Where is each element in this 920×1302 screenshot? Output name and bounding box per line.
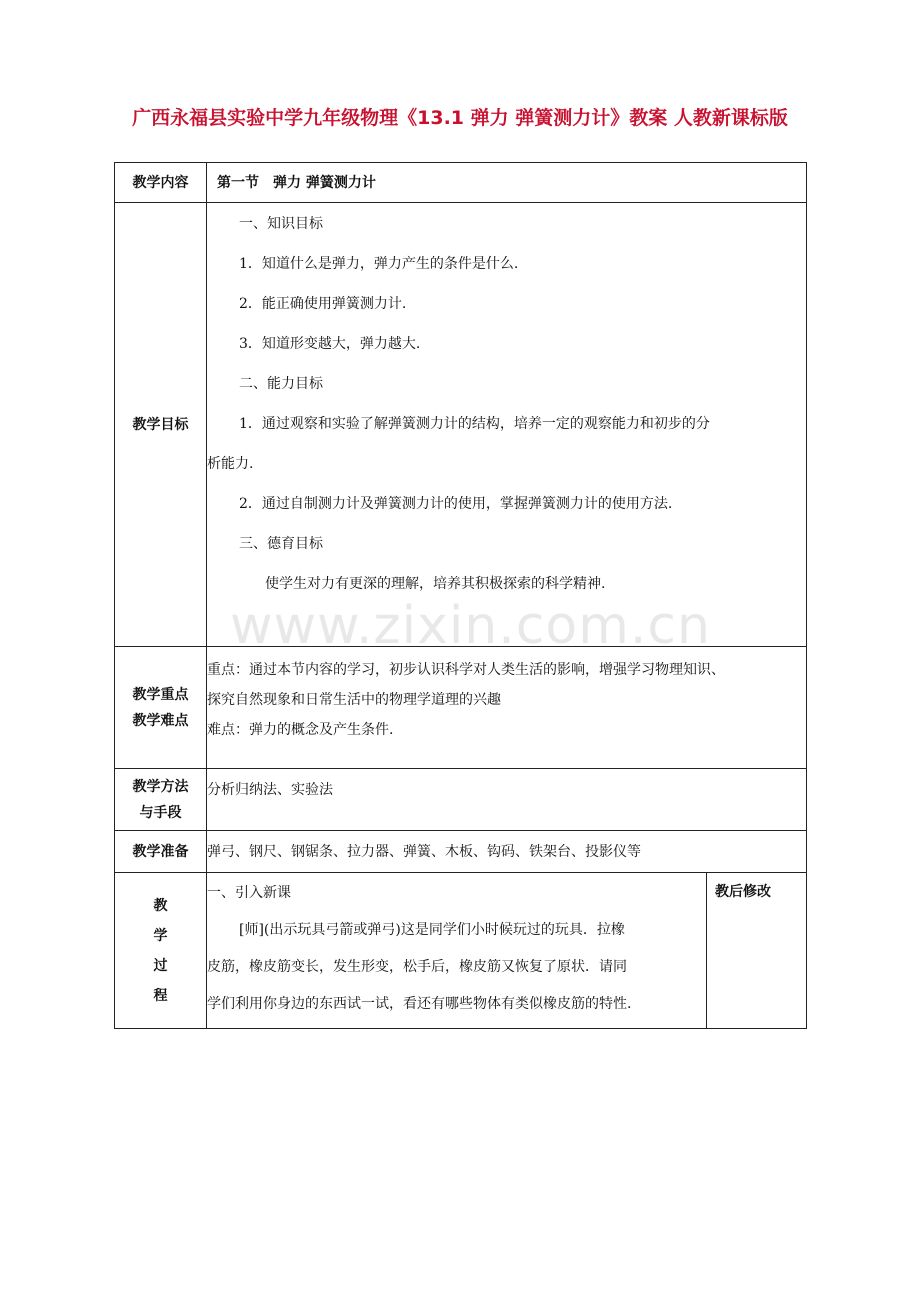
goals-line: 2．通过自制测力计及弹簧测力计的使用，掌握弹簧测力计的使用方法. [239,496,673,512]
method-value: 分析归纳法、实验法 [207,782,333,798]
lesson-plan-table [114,162,807,1029]
label-process-char: 教 [153,897,168,914]
goals-line: 3．知道形变越大，弹力越大. [239,336,421,352]
goals-line: 三、德育目标 [239,536,323,552]
prep-content [207,831,807,873]
value-content: 第一节 弹力 弹簧测力计 [207,163,807,203]
label-process-char: 过 [153,957,168,974]
goals-line: 1．通过观察和实验了解弹簧测力计的结构，培养一定的观察能力和初步的分 [239,416,710,432]
focus-line: 难点：弹力的概念及产生条件. [207,722,394,738]
prep-value: 弹弓、钢尺、钢锯条、拉力器、弹簧、木板、钩码、铁架台、投影仪等 [207,843,641,860]
goals-content [207,203,807,647]
process-content [207,873,707,1029]
row-goals [115,203,807,647]
goals-line: 析能力. [207,456,254,472]
process-line: 学们利用你身边的东西试一试，看还有哪些物体有类似橡皮筋的特性. [207,996,632,1012]
method-content [207,769,807,831]
row-focus [115,647,807,769]
label-content: 教学内容 [115,163,207,203]
goals-line: 一、知识目标 [239,216,323,232]
label-focus-1: 教学重点 [132,686,189,703]
focus-line: 探究自然现象和日常生活中的物理学道理的兴趣 [207,692,501,708]
label-process [115,873,207,1029]
watermark: www.zixin.com.cn [230,596,711,656]
row-prep [115,831,807,873]
row-method [115,769,807,831]
label-prep: 教学准备 [115,831,207,873]
label-process-char: 学 [153,927,168,944]
row-process [115,873,807,1029]
row-content [115,163,807,203]
label-focus [115,647,207,769]
process-line: 皮筋，橡皮筋变长，发生形变，松手后，橡皮筋又恢复了原状．请同 [207,959,627,975]
goals-line: 二、能力目标 [239,376,323,392]
goals-line: 使学生对力有更深的理解，培养其积极探索的科学精神. [265,576,606,592]
focus-content [207,647,807,769]
label-process-char: 程 [153,987,168,1004]
label-method-2: 与手段 [139,804,182,821]
document-title: 广西永福县实验中学九年级物理《13.1 弹力 弹簧测力计》教案 人教新课标版 [132,107,788,129]
goals-line: 1．知道什么是弹力，弹力产生的条件是什么. [239,256,519,272]
focus-line: 重点：通过本节内容的学习，初步认识科学对人类生活的影响，增强学习物理知识、 [207,662,725,678]
process-line: [师](出示玩具弓箭或弹弓)这是同学们小时候玩过的玩具．拉橡 [239,922,625,938]
label-method-1: 教学方法 [132,778,189,795]
after-class-notes: 教后修改 [707,873,807,1029]
goals-line: 2．能正确使用弹簧测力计. [239,296,407,312]
label-goals: 教学目标 [115,203,207,647]
process-line: 一、引入新课 [207,885,291,901]
label-method [115,769,207,831]
label-focus-2: 教学难点 [132,712,189,729]
